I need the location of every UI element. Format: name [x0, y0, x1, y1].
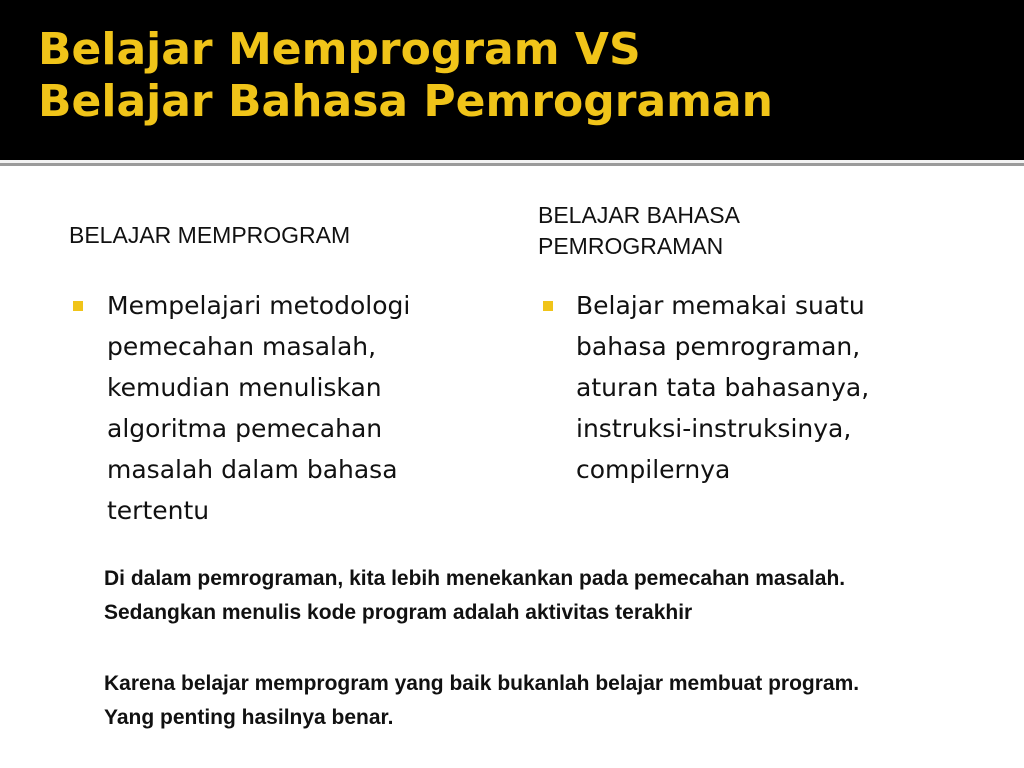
title-divider: [0, 160, 1024, 168]
left-column-heading: BELAJAR MEMPROGRAM: [69, 222, 351, 248]
right-bullet-text: Belajar memakai suatu bahasa pemrograman, aturan tata bahasanya, instruksi-instruksinya, compilernya: [576, 291, 870, 484]
left-bullet-text: Mempelajari metodologi pemecahan masalah, kemudian menuliskan algoritma pemecahan masalah dalam bahasa tertentu: [107, 291, 411, 525]
title-band: [0, 0, 1024, 160]
note-paragraph-2: [104, 667, 859, 735]
note-2-line-2: Yang penting hasilnya benar.: [104, 706, 394, 729]
note-2-line-1: Karena belajar memprogram yang baik bukanlah belajar membuat program.: [104, 672, 860, 695]
right-column-heading: [538, 200, 740, 262]
note-1-line-1: Di dalam pemrograman, kita lebih menekankan pada pemecahan masalah.: [104, 567, 846, 590]
slide-title-line-1: Belajar Memprogram VS: [38, 24, 641, 75]
left-bullet-icon: [73, 301, 83, 311]
right-column-heading-line-1: BELAJAR BAHASA: [538, 202, 740, 228]
slide-body: [0, 168, 1024, 768]
note-paragraph-1: [104, 562, 845, 630]
note-1-line-2: Sedangkan menulis kode program adalah aktivitas terakhir: [104, 601, 693, 624]
slide-title: [38, 24, 773, 128]
right-bullet-icon: [543, 301, 553, 311]
right-column-heading-line-2: PEMROGRAMAN: [538, 233, 724, 259]
slide-title-line-2: Belajar Bahasa Pemrograman: [38, 76, 774, 127]
